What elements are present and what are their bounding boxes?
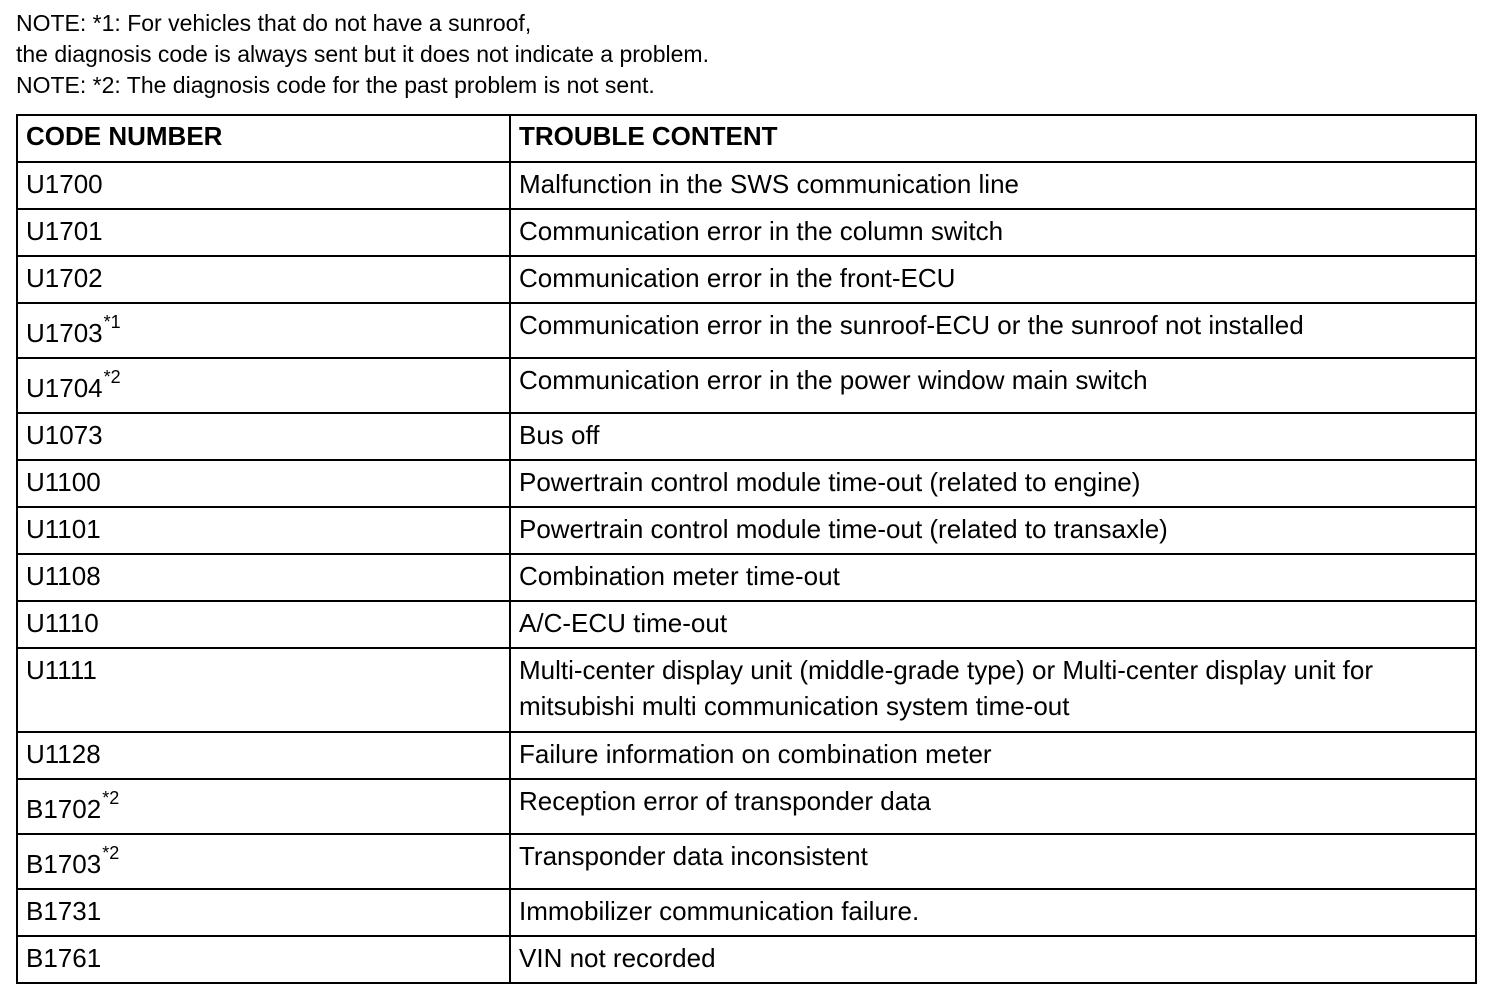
code-number-text: U1108 [26,561,101,591]
code-number-cell [17,358,510,413]
code-number-text: U1128 [26,739,101,769]
code-number-text: U1111 [26,655,97,685]
trouble-content-cell: Malfunction in the SWS communication line [510,162,1476,209]
table-row [17,209,1476,256]
code-number-text: U1702 [26,263,103,293]
footnote-marker: *1 [103,312,121,332]
code-number-text: U1110 [26,608,99,638]
code-number [26,467,101,497]
code-number-cell [17,889,510,936]
footnote-marker: *2 [102,843,120,863]
code-number [26,655,97,685]
note-line-1: NOTE: *1: For vehicles that do not have a sunroof, [16,10,532,36]
code-number-text: U1703 [26,318,103,348]
trouble-content-cell: Powertrain control module time-out (related to transaxle) [510,507,1476,554]
code-number-text: U1701 [26,216,103,246]
table-row [17,889,1476,936]
table-row [17,601,1476,648]
code-number [26,216,103,246]
code-number-cell [17,256,510,303]
trouble-content-cell: Transponder data inconsistent [510,834,1476,889]
trouble-content-cell: VIN not recorded [510,936,1476,983]
trouble-content-cell: Communication error in the power window main switch [510,358,1476,413]
code-number-text: U1100 [26,467,101,497]
code-number [26,312,121,348]
trouble-content-cell: Powertrain control module time-out (related to engine) [510,460,1476,507]
footnote-marker: *2 [103,367,121,387]
code-number-text: B1703 [26,849,102,879]
code-number [26,561,101,591]
code-number [26,367,121,403]
code-number-cell [17,460,510,507]
column-header-code-number: CODE NUMBER [17,115,510,162]
code-number-cell [17,209,510,256]
code-number-cell [17,413,510,460]
table-header-row [17,115,1476,162]
note-line-2: the diagnosis code is always sent but it does not indicate a problem. [16,41,709,67]
note-line-3: NOTE: *2: The diagnosis code for the past problem is not sent. [16,72,655,98]
table-row [17,413,1476,460]
code-number-cell [17,779,510,834]
code-number [26,420,103,450]
table-row [17,648,1476,732]
table-row [17,162,1476,209]
code-number-cell [17,648,510,732]
trouble-content-cell: Communication error in the sunroof-ECU or the sunroof not installed [510,303,1476,358]
table-row [17,256,1476,303]
code-number [26,788,120,824]
code-number [26,896,101,926]
table-row [17,936,1476,983]
table-body [17,162,1476,983]
trouble-content-cell: Bus off [510,413,1476,460]
trouble-content-cell: Reception error of transponder data [510,779,1476,834]
code-number-cell [17,162,510,209]
code-number [26,739,101,769]
code-number-text: U1704 [26,373,103,403]
table-row [17,732,1476,779]
diagnosis-code-table [16,114,1477,984]
code-number-cell [17,303,510,358]
table-row [17,554,1476,601]
code-number [26,843,120,879]
code-number-cell [17,507,510,554]
code-number-cell [17,554,510,601]
table-row [17,507,1476,554]
trouble-content-cell: Failure information on combination meter [510,732,1476,779]
code-number [26,263,103,293]
trouble-content-cell: Communication error in the column switch [510,209,1476,256]
notes-block [16,8,709,101]
code-number-cell [17,834,510,889]
trouble-content-cell: Communication error in the front-ECU [510,256,1476,303]
table-row [17,834,1476,889]
trouble-content-cell: Combination meter time-out [510,554,1476,601]
code-number-cell [17,601,510,648]
table-row [17,779,1476,834]
table-row [17,303,1476,358]
table-row [17,358,1476,413]
code-number-text: B1702 [26,794,102,824]
code-number [26,514,101,544]
code-number-text: B1731 [26,896,102,926]
footnote-marker: *2 [102,788,120,808]
code-number-text: U1073 [26,420,103,450]
code-number-text: B1761 [26,943,102,973]
table-row [17,460,1476,507]
code-number-text: U1700 [26,169,103,199]
trouble-content-cell: Multi-center display unit (middle-grade type) or Multi-center display unit for mitsubishi multi communication system time-out [510,648,1476,732]
code-number-cell [17,936,510,983]
trouble-content-cell: Immobilizer communication failure. [510,889,1476,936]
code-number [26,169,103,199]
code-number [26,943,101,973]
column-header-trouble-content: TROUBLE CONTENT [510,115,1476,162]
code-number-cell [17,732,510,779]
code-number [26,608,99,638]
trouble-content-cell: A/C-ECU time-out [510,601,1476,648]
code-number-text: U1101 [26,514,101,544]
